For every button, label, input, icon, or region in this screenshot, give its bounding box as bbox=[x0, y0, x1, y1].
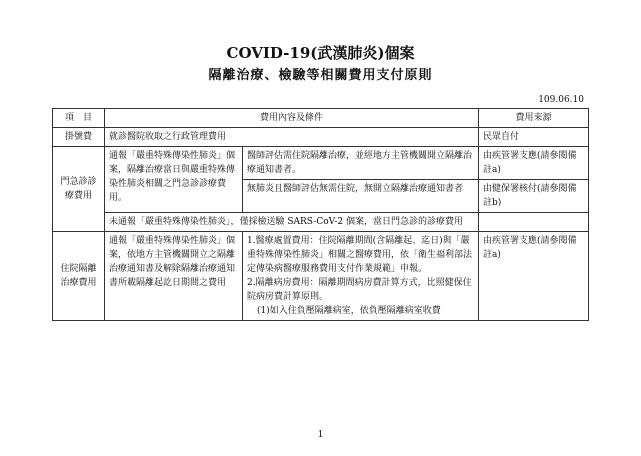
document-subtitle: 隔離治療、檢驗等相關費用支付原則 bbox=[208, 68, 433, 83]
inpatient-item: 住院隔離治療費用 bbox=[53, 232, 105, 321]
page-number: 1 bbox=[317, 430, 324, 440]
header-content: 費用內容及條件 bbox=[105, 109, 479, 128]
inpatient-details bbox=[243, 232, 479, 321]
document-date: 109.06.10 bbox=[538, 95, 584, 105]
inpatient-detail-1: 1.醫療處置費用：住院隔離期間(含隔離起、迄日)與「嚴重特殊傳染性肺炎」相關之醫療費用，依「衛生福利部法定傳染病醫療服務費用支付作業規範」申報。 bbox=[247, 236, 473, 274]
outpatient-condition: 通報「嚴重特殊傳染性肺炎」個案，隔離治療當日與嚴重特殊傳染性肺炎相關之門急診診療費用。 bbox=[105, 147, 243, 213]
table-header-row bbox=[53, 109, 589, 128]
inpatient-detail-2: 2.隔離病房費用：隔離期間病房費計算方式，比照健保住院病房費計算原則。 bbox=[247, 278, 472, 302]
outpatient-hospitalized-condition: 醫師評估需住院隔離治療，並經地方主管機關開立隔離治療通知書者。 bbox=[243, 147, 479, 180]
table-row-outpatient-a1 bbox=[53, 147, 589, 180]
header-source: 費用來源 bbox=[479, 109, 589, 128]
registration-item: 掛號費 bbox=[53, 128, 105, 147]
outpatient-item: 門急診診療費用 bbox=[53, 147, 105, 232]
registration-content: 就診醫院收取之行政管理費用 bbox=[105, 128, 479, 147]
table-row-registration bbox=[53, 128, 589, 147]
outpatient-hospitalized-source: 由疾管署支應(請參閱備註a) bbox=[479, 147, 589, 180]
table-row-inpatient bbox=[53, 232, 589, 321]
outpatient-non-hospitalized-condition: 無肺炎且醫師評估無需住院，無開立隔離治療通知書者 bbox=[243, 180, 479, 213]
outpatient-unreported-source bbox=[479, 213, 589, 232]
payment-table bbox=[52, 108, 589, 321]
outpatient-non-hospitalized-source: 由健保署核付(請參閱備註b) bbox=[479, 180, 589, 213]
inpatient-condition: 通報「嚴重特殊傳染性肺炎」個案，依地方主管機關開立之隔離治療通知書及解除隔離治療通知書所載隔離起訖日期間之費用 bbox=[105, 232, 243, 321]
registration-source: 民眾自付 bbox=[479, 128, 589, 147]
table-row-outpatient-b bbox=[53, 213, 589, 232]
header-item: 項 目 bbox=[53, 109, 105, 128]
document-title: COVID-19(武漢肺炎)個案 bbox=[226, 44, 415, 62]
outpatient-unreported-condition: 未通報「嚴重特殊傳染性肺炎」，僅採檢送驗 SARS-CoV-2 個案，當日門急診的診療費用 bbox=[105, 213, 479, 232]
inpatient-detail-3: (1)如入住負壓隔離病室，依負壓隔離病室收費 bbox=[257, 306, 441, 316]
inpatient-source: 由疾管署支應(請參閱備註a) bbox=[479, 232, 589, 321]
